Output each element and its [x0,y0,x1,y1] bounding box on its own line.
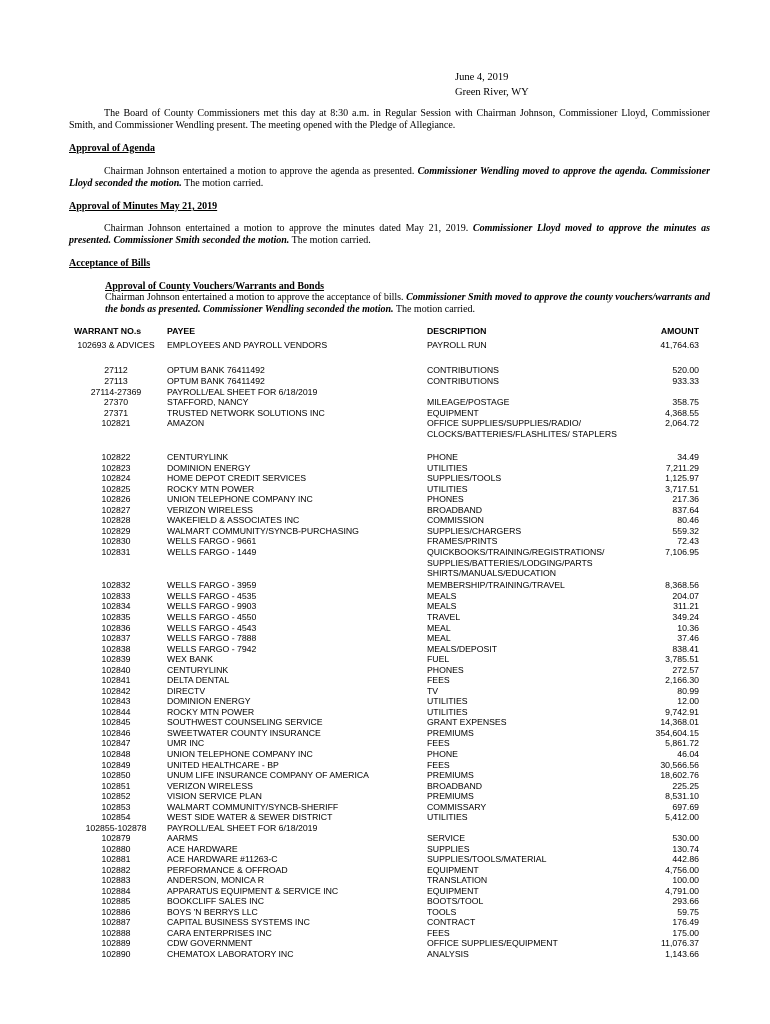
column-header-warrant: WARRANT NO.s [74,326,142,336]
payee-cell: SWEETWATER COUNTY INSURANCE [167,728,321,738]
warrant-cell: 102833 [101,591,131,601]
payee-cell: CDW GOVERNMENT [167,938,253,948]
amount-cell: 5,861.72 [665,738,699,748]
document-header [455,70,529,100]
payee-cell: UNION TELEPHONE COMPANY INC [167,494,313,504]
amount-cell: 46.04 [677,749,699,759]
warrant-cell: 102852 [101,791,131,801]
amount-cell: 838.41 [672,644,699,654]
amount-cell: 3,785.51 [665,654,699,664]
description-cell: UTILITIES [427,484,468,494]
amount-cell: 225.25 [672,781,699,791]
amount-cell: 130.74 [672,844,699,854]
payee-cell: ACE HARDWARE [167,844,238,854]
warrant-cell: 102847 [101,738,131,748]
warrant-cell: 102851 [101,781,131,791]
warrant-cell: 102838 [101,644,131,654]
payee-cell: ROCKY MTN POWER [167,484,255,494]
payee-cell: WALMART COMMUNITY/SYNCB-SHERIFF [167,802,339,812]
description-cell: MEAL [427,633,451,643]
warrant-cell: 102890 [101,949,131,959]
amount-cell: 4,368.55 [665,408,699,418]
warrant-cell: 102834 [101,601,131,611]
amount-cell: 80.46 [677,515,699,525]
warrant-cell: 102881 [101,854,131,864]
amount-cell: 204.07 [672,591,699,601]
description-cell: FRAMES/PRINTS [427,536,498,546]
payee-cell: WEST SIDE WATER & SEWER DISTRICT [167,812,333,822]
description-cell: PREMIUMS [427,728,474,738]
description-cell: TV [427,686,439,696]
warrant-cell: 102843 [101,696,131,706]
description-cell: TRANSLATION [427,875,488,885]
warrant-cell: 102821 [101,418,131,428]
description-cell: OFFICE SUPPLIES/SUPPLIES/RADIO/ CLOCKS/BATTERIES/FLASHLITES/ STAPLERS [427,418,617,439]
payee-cell: HOME DEPOT CREDIT SERVICES [167,473,307,483]
warrant-cell: 102840 [101,665,131,675]
description-cell: MEMBERSHIP/TRAINING/TRAVEL [427,580,565,590]
warrant-cell: 27112 [104,365,128,375]
payee-cell: WAKEFIELD & ASSOCIATES INC [167,515,300,525]
payee-cell: DIRECTV [167,686,206,696]
amount-cell: 933.33 [672,376,699,386]
description-cell: OFFICE SUPPLIES/EQUIPMENT [427,938,558,948]
payee-cell: ACE HARDWARE #11263-C [167,854,278,864]
payee-cell: PAYROLL/EAL SHEET FOR 6/18/2019 [167,823,318,833]
payee-cell: AARMS [167,833,198,843]
warrant-cell: 102824 [101,473,131,483]
payee-cell: CAPITAL BUSINESS SYSTEMS INC [167,917,310,927]
payee-cell: CENTURYLINK [167,665,229,675]
amount-cell: 2,064.72 [665,418,699,428]
description-cell: PAYROLL RUN [427,340,487,350]
amount-cell: 217.36 [672,494,699,504]
description-cell: BROADBAND [427,781,483,791]
minutes-heading: Approval of Minutes May 21, 2019 [69,201,218,212]
agenda-heading: Approval of Agenda [69,143,155,154]
description-cell: SUPPLIES/TOOLS/MATERIAL [427,854,547,864]
payee-cell: VISION SERVICE PLAN [167,791,262,801]
description-cell: SUPPLIES [427,844,470,854]
description-cell: SUPPLIES/CHARGERS [427,526,522,536]
amount-cell: 293.66 [672,896,699,906]
description-cell: FEES [427,928,450,938]
warrant-cell: 102884 [101,886,131,896]
payee-cell: DOMINION ENERGY [167,696,251,706]
amount-cell: 5,412.00 [665,812,699,822]
description-cell: PHONES [427,665,464,675]
payee-cell: TRUSTED NETWORK SOLUTIONS INC [167,408,325,418]
payee-cell: UMR INC [167,738,205,748]
warrant-cell: 102883 [101,875,131,885]
amount-cell: 10.36 [677,623,699,633]
amount-cell: 349.24 [672,612,699,622]
payee-cell: OPTUM BANK 76411492 [167,365,265,375]
amount-cell: 354,604.15 [655,728,699,738]
description-cell: FEES [427,675,450,685]
amount-cell: 520.00 [672,365,699,375]
description-cell: MEAL [427,623,451,633]
warrant-cell: 102822 [101,452,131,462]
warrant-cell: 102879 [101,833,131,843]
warrant-cell: 102880 [101,844,131,854]
warrant-cell: 102832 [101,580,131,590]
column-header-description: DESCRIPTION [427,326,487,336]
amount-cell: 41,764.63 [660,340,699,350]
description-cell: TRAVEL [427,612,461,622]
column-header-amount: AMOUNT [660,326,699,336]
warrant-cell: 102887 [101,917,131,927]
warrant-cell: 102885 [101,896,131,906]
amount-cell: 311.21 [673,601,699,611]
payee-cell: BOOKCLIFF SALES INC [167,896,265,906]
description-cell: PHONE [427,452,458,462]
payee-cell: STAFFORD, NANCY [167,397,249,407]
amount-cell: 59.75 [677,907,699,917]
description-cell: COMMISSARY [427,802,487,812]
amount-cell: 18,602.76 [660,770,699,780]
payee-cell: ROCKY MTN POWER [167,707,255,717]
payee-cell: WELLS FARGO - 9661 [167,536,257,546]
description-cell: MEALS [427,591,457,601]
warrant-cell: 102850 [101,770,131,780]
payee-cell: UNION TELEPHONE COMPANY INC [167,749,313,759]
payee-cell: DELTA DENTAL [167,675,230,685]
amount-cell: 34.49 [677,452,699,462]
warrant-cell: 102831 [101,547,131,557]
payee-cell: AMAZON [167,418,205,428]
description-cell: FEES [427,760,450,770]
table-header [0,326,770,338]
description-cell: UTILITIES [427,696,468,706]
amount-cell: 9,742.91 [665,707,699,717]
amount-cell: 176.49 [672,917,699,927]
payee-cell: PAYROLL/EAL SHEET FOR 6/18/2019 [167,387,318,397]
warrant-cell: 102882 [101,865,131,875]
description-cell: PREMIUMS [427,770,474,780]
amount-cell: 2,166.30 [665,675,699,685]
amount-cell: 3,717.51 [665,484,699,494]
payee-cell: UNUM LIFE INSURANCE COMPANY OF AMERICA [167,770,369,780]
amount-cell: 7,211.29 [665,463,699,473]
amount-cell: 12.00 [677,696,699,706]
description-cell: UTILITIES [427,812,468,822]
payee-cell: OPTUM BANK 76411492 [167,376,265,386]
warrant-cell: 102849 [101,760,131,770]
description-cell: CONTRIBUTIONS [427,365,499,375]
amount-cell: 530.00 [672,833,699,843]
warrant-cell: 27114-27369 [90,387,142,397]
amount-cell: 4,756.00 [665,865,699,875]
description-cell: BOOTS/TOOL [427,896,484,906]
payee-cell: ANDERSON, MONICA R [167,875,265,885]
amount-cell: 100.00 [672,875,699,885]
warrant-cell: 102826 [101,494,131,504]
payee-cell: CARA ENTERPRISES INC [167,928,272,938]
description-cell: BROADBAND [427,505,483,515]
amount-cell: 1,143.66 [665,949,699,959]
minutes-paragraph: Chairman Johnson entertained a motion to approve the minutes dated May 21, 2019. Commissioner Lloyd moved to approve the minutes as presented. Commissioner Smith seconded the motion. The motion carried. [69,223,710,246]
payee-cell: WELLS FARGO - 9903 [167,601,257,611]
description-cell: ANALYSIS [427,949,469,959]
payee-cell: WELLS FARGO - 4535 [167,591,257,601]
amount-cell: 37.46 [677,633,699,643]
description-cell: MEALS/DEPOSIT [427,644,498,654]
amount-cell: 358.75 [672,397,699,407]
description-cell: FEES [427,738,450,748]
payee-cell: EMPLOYEES AND PAYROLL VENDORS [167,340,328,350]
vouchers-subheading: Approval of County Vouchers/Warrants and Bonds [105,281,325,292]
warrant-cell: 102837 [101,633,131,643]
amount-cell: 14,368.01 [660,717,699,727]
payee-cell: VERIZON WIRELESS [167,781,253,791]
description-cell: QUICKBOOKS/TRAINING/REGISTRATIONS/ SUPPLIES/BATTERIES/LODGING/PARTS SHIRTS/MANUALS/EDUCATION [427,547,605,579]
payee-cell: WELLS FARGO - 3959 [167,580,257,590]
description-cell: EQUIPMENT [427,886,479,896]
warrant-cell: 102889 [101,938,131,948]
warrant-cell: 102854 [101,812,131,822]
description-cell: SERVICE [427,833,465,843]
amount-cell: 8,531.10 [665,791,699,801]
payee-cell: WEX BANK [167,654,213,664]
payee-cell: SOUTHWEST COUNSELING SERVICE [167,717,323,727]
amount-cell: 175.00 [672,928,699,938]
amount-cell: 272.57 [672,665,699,675]
meeting-date: June 4, 2019 [455,72,509,83]
description-cell: PREMIUMS [427,791,474,801]
payee-cell: BOYS 'N BERRYS LLC [167,907,258,917]
payee-cell: CENTURYLINK [167,452,229,462]
payee-cell: APPARATUS EQUIPMENT & SERVICE INC [167,886,339,896]
amount-cell: 7,106.95 [665,547,699,557]
payee-cell: CHEMATOX LABORATORY INC [167,949,294,959]
description-cell: PHONES [427,494,464,504]
description-cell: MILEAGE/POSTAGE [427,397,510,407]
warrant-cell: 27113 [104,376,128,386]
warrant-cell: 102888 [101,928,131,938]
payee-cell: WELLS FARGO - 7888 [167,633,257,643]
payee-cell: UNITED HEALTHCARE - BP [167,760,279,770]
meeting-location: Green River, WY [455,87,529,98]
amount-cell: 837.64 [672,505,699,515]
warrant-cell: 102846 [101,728,131,738]
description-cell: EQUIPMENT [427,865,479,875]
warrant-cell: 102828 [101,515,131,525]
warrant-cell: 102839 [101,654,131,664]
warrant-cell: 27370 [103,397,129,407]
description-cell: TOOLS [427,907,457,917]
amount-cell: 30,566.56 [660,760,699,770]
warrant-cell: 102855-102878 [85,823,147,833]
description-cell: FUEL [427,654,450,664]
description-cell: COMMISSION [427,515,484,525]
warrant-cell: 27371 [103,408,129,418]
warrant-cell: 102823 [101,463,131,473]
payee-cell: WALMART COMMUNITY/SYNCB-PURCHASING [167,526,359,536]
warrant-cell: 102836 [101,623,131,633]
payee-cell: PERFORMANCE & OFFROAD [167,865,288,875]
warrant-cell: 102842 [101,686,131,696]
warrant-cell: 102844 [101,707,131,717]
amount-cell: 1,125.97 [665,473,699,483]
description-cell: PHONE [427,749,458,759]
warrant-cell: 102825 [101,484,131,494]
warrant-cell: 102845 [101,717,131,727]
description-cell: CONTRACT [427,917,476,927]
description-cell: SUPPLIES/TOOLS [427,473,502,483]
payee-cell: WELLS FARGO - 4543 [167,623,257,633]
warrant-cell: 102829 [101,526,131,536]
column-header-payee: PAYEE [167,326,196,336]
warrant-cell: 102830 [101,536,131,546]
warrant-cell: 102693 & ADVICES [77,340,155,350]
bills-paragraph: Chairman Johnson entertained a motion to approve the acceptance of bills. Commissioner Smith moved to approve the county vouchers/warrants and the bonds as presented. Commissioner Wendling seconded the motion. The motion carried. [105,292,711,315]
amount-cell: 72.43 [677,536,699,546]
intro-paragraph: The Board of County Commissioners met this day at 8:30 a.m. in Regular Session with Chairman Johnson, Commissioner Lloyd, Commissioner Smith, and Commissioner Wendling present. The meeting opened with the Pledge of Allegiance. [69,108,710,131]
payee-cell: VERIZON WIRELESS [167,505,253,515]
amount-cell: 11,076.37 [660,938,699,948]
warrant-cell: 102886 [101,907,131,917]
warrant-cell: 102827 [101,505,131,515]
amount-cell: 4,791.00 [665,886,699,896]
description-cell: CONTRIBUTIONS [427,376,499,386]
amount-cell: 697.69 [672,802,699,812]
payee-cell: DOMINION ENERGY [167,463,251,473]
description-cell: UTILITIES [427,463,468,473]
warrant-cell: 102835 [101,612,131,622]
description-cell: GRANT EXPENSES [427,717,507,727]
description-cell: MEALS [427,601,457,611]
warrant-cell: 102853 [101,802,131,812]
description-cell: EQUIPMENT [427,408,479,418]
warrant-cell: 102841 [101,675,131,685]
bills-heading: Acceptance of Bills [69,258,151,269]
amount-cell: 442.86 [672,854,699,864]
amount-cell: 80.99 [677,686,699,696]
payee-cell: WELLS FARGO - 4550 [167,612,257,622]
amount-cell: 559.32 [672,526,699,536]
agenda-paragraph: Chairman Johnson entertained a motion to approve the agenda as presented. Commissioner Wendling moved to approve the agenda. Commissioner Lloyd seconded the motion. The motion carried. [69,166,710,189]
amount-cell: 8,368.56 [665,580,699,590]
payee-cell: WELLS FARGO - 7942 [167,644,257,654]
payee-cell: WELLS FARGO - 1449 [167,547,257,557]
warrant-cell: 102848 [101,749,131,759]
description-cell: UTILITIES [427,707,468,717]
